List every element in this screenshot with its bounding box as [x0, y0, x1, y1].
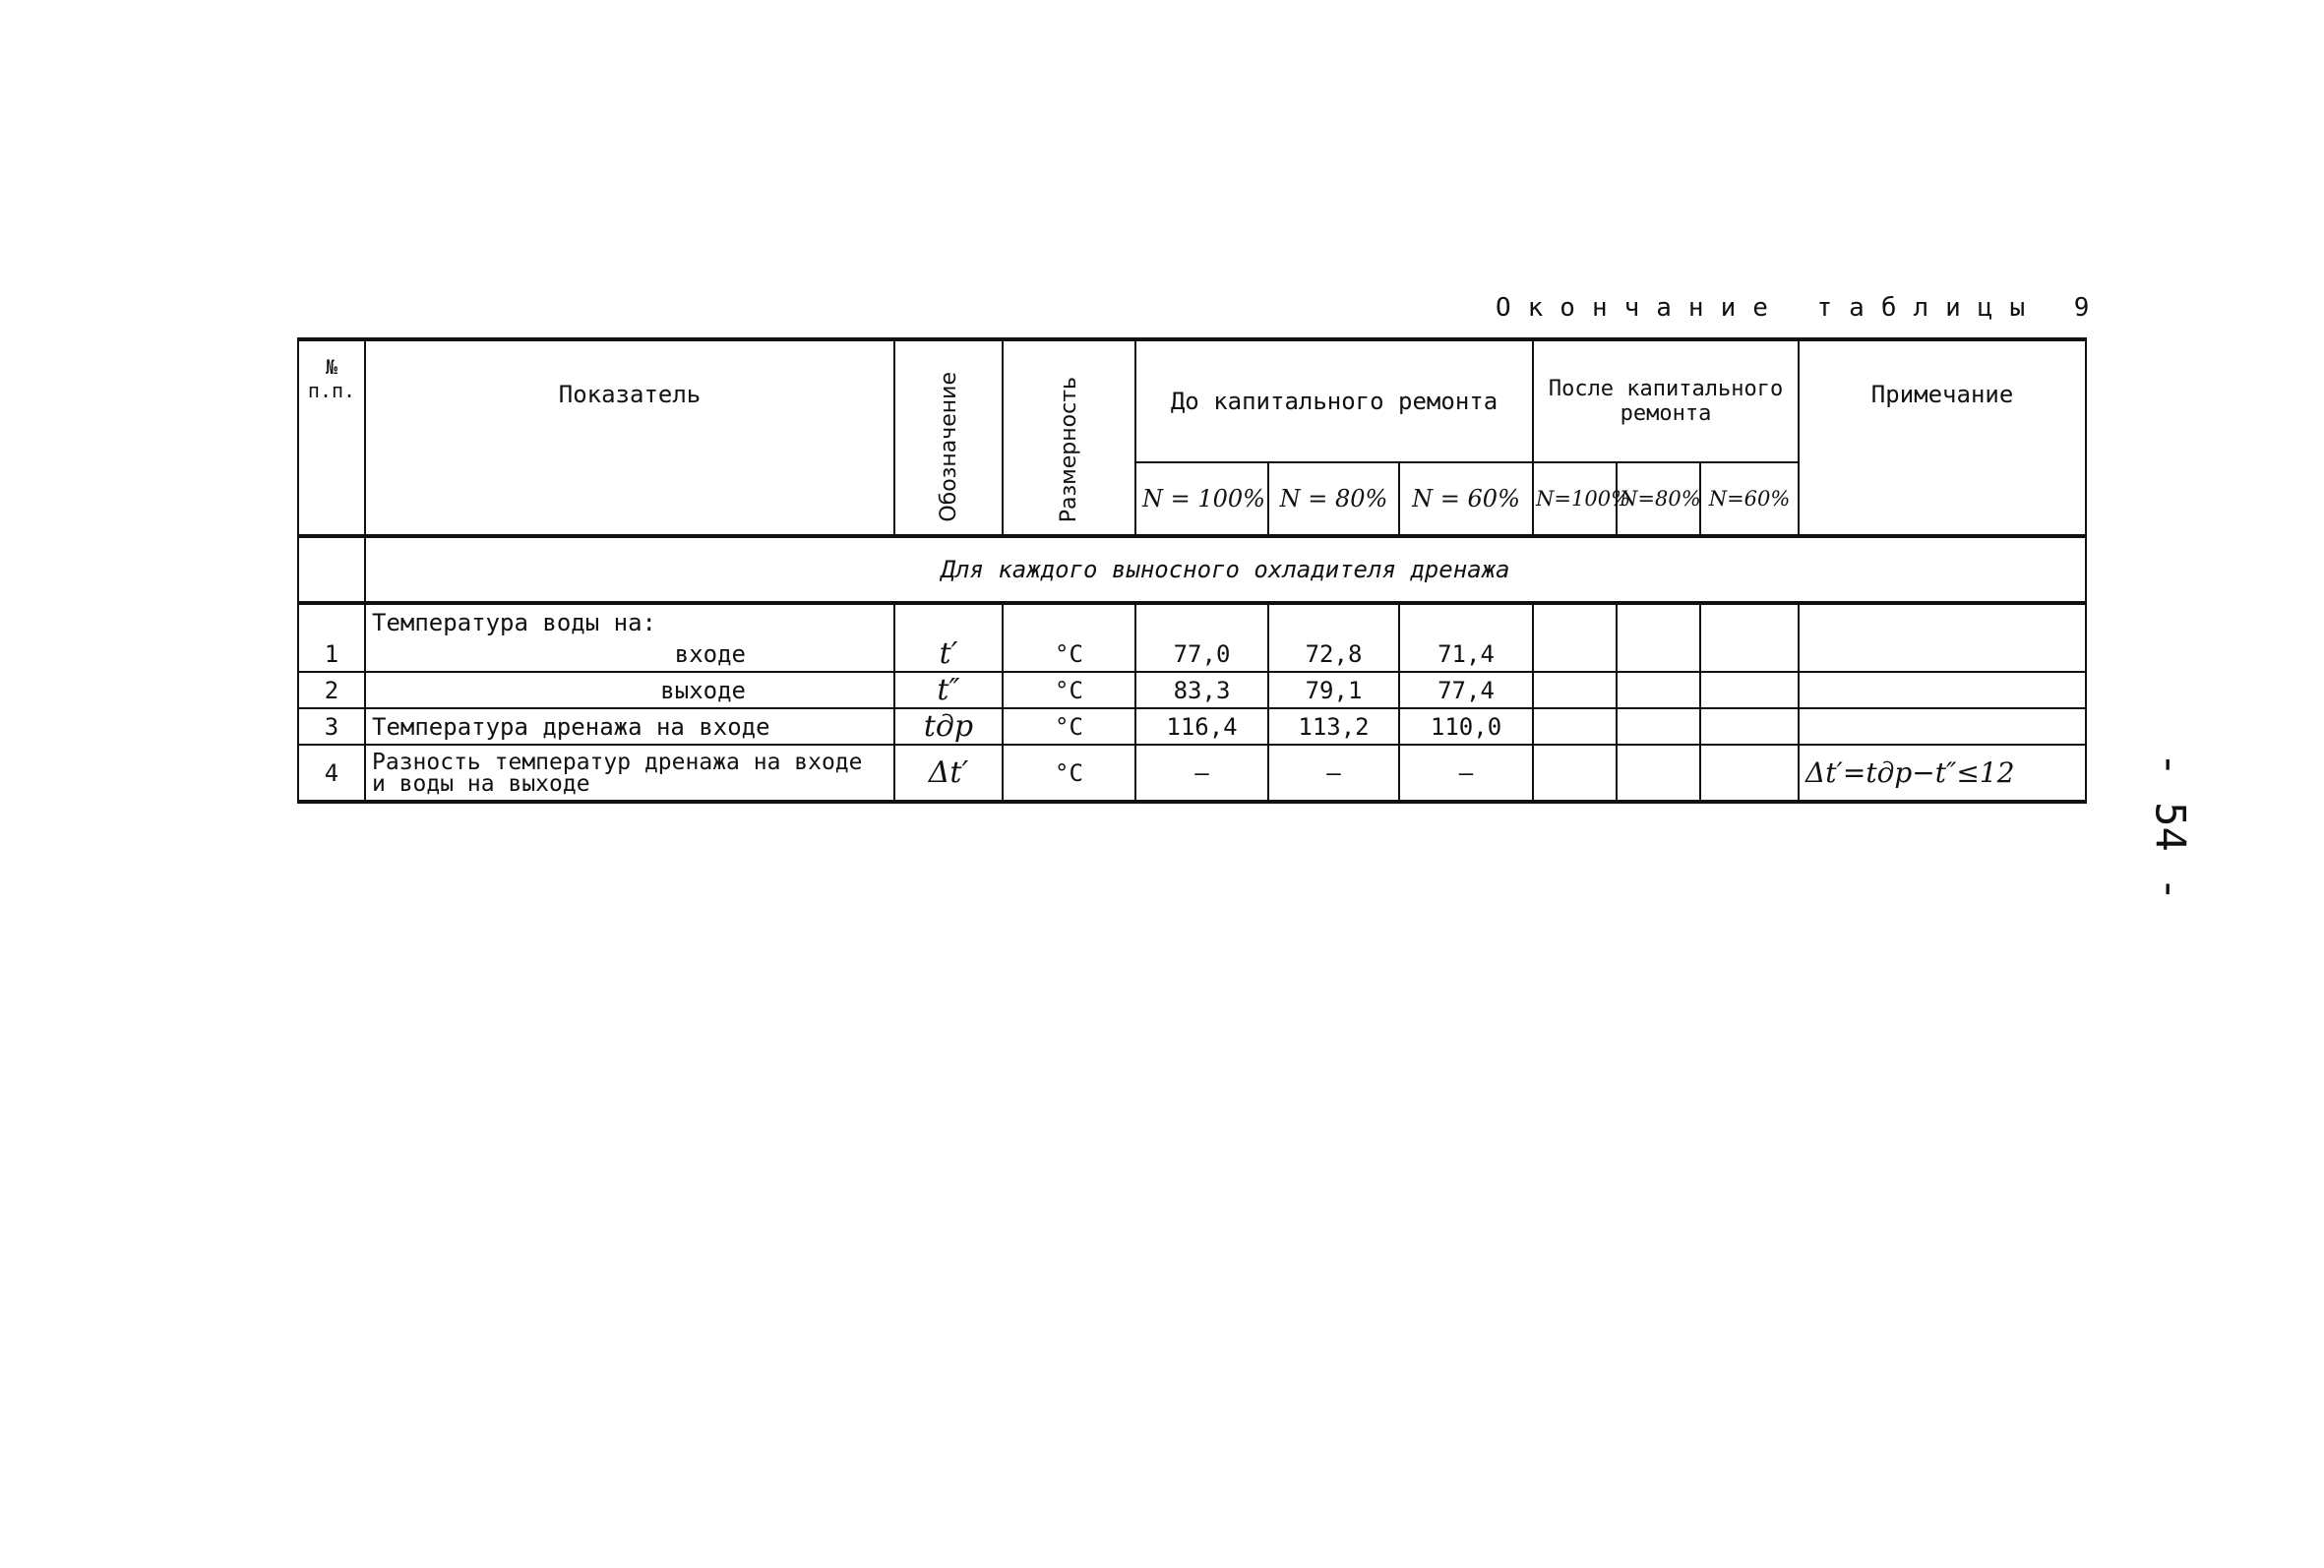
row-symbol: Δt′	[894, 745, 1003, 802]
data-table	[297, 337, 2087, 804]
row-note	[1799, 636, 2086, 672]
row-note	[1799, 708, 2086, 745]
row-num: 1	[298, 636, 365, 672]
header-after-n80: N=80%	[1617, 462, 1700, 536]
row-before-n60: 77,4	[1399, 672, 1533, 708]
row-before-n100: –	[1135, 745, 1268, 802]
header-indicator: Показатель	[365, 339, 894, 536]
header-dimension: Размерность	[1003, 339, 1135, 536]
table-row	[298, 708, 2086, 745]
page-number: - 54 -	[2146, 752, 2195, 901]
row-unit: °C	[1003, 672, 1135, 708]
header-num: № п.п.	[298, 339, 365, 536]
row-note-formula: Δt′=tдр−t″≤12	[1799, 745, 2086, 802]
section-spacer	[298, 536, 365, 603]
row-before-n80: 113,2	[1268, 708, 1399, 745]
row-before-n60: 71,4	[1399, 636, 1533, 672]
row-num: 3	[298, 708, 365, 745]
table-caption: Окончание таблицы 9	[1496, 293, 2107, 323]
header-note: Примечание	[1799, 339, 2086, 536]
row-unit: °C	[1003, 745, 1135, 802]
header-before-repair: До капитального ремонта	[1135, 339, 1533, 462]
header-after-n100: N=100%	[1533, 462, 1617, 536]
table-row	[298, 745, 2086, 802]
section-title: Для каждого выносного охладителя дренажа	[365, 536, 2086, 603]
header-before-n100: N = 100%	[1135, 462, 1268, 536]
header-before-n80: N = 80%	[1268, 462, 1399, 536]
header-before-n60: N = 60%	[1399, 462, 1533, 536]
row-unit: °C	[1003, 636, 1135, 672]
row-symbol: tдр	[894, 708, 1003, 745]
row-before-n80: 79,1	[1268, 672, 1399, 708]
header-after-repair: После капитального ремонта	[1533, 339, 1799, 462]
row-num: 2	[298, 672, 365, 708]
header-designation: Обозначение	[894, 339, 1003, 536]
row-before-n80: –	[1268, 745, 1399, 802]
row-indicator: Температура дренажа на входе	[365, 708, 894, 745]
row-indicator: входе	[365, 636, 894, 672]
header-after-n60: N=60%	[1700, 462, 1799, 536]
row-symbol: t″	[894, 672, 1003, 708]
group-label: Температура воды на:	[365, 603, 894, 636]
row-symbol: t′	[894, 636, 1003, 672]
row-before-n100: 77,0	[1135, 636, 1268, 672]
row-before-n100: 83,3	[1135, 672, 1268, 708]
row-indicator: Разность температур дренажа на входе и воды на выходе	[365, 745, 894, 802]
table-row	[298, 636, 2086, 672]
row-note	[1799, 672, 2086, 708]
row-before-n100: 116,4	[1135, 708, 1268, 745]
row-before-n60: –	[1399, 745, 1533, 802]
row-num: 4	[298, 745, 365, 802]
row-before-n80: 72,8	[1268, 636, 1399, 672]
table-row	[298, 672, 2086, 708]
row-unit: °C	[1003, 708, 1135, 745]
row-indicator: выходе	[365, 672, 894, 708]
row-before-n60: 110,0	[1399, 708, 1533, 745]
